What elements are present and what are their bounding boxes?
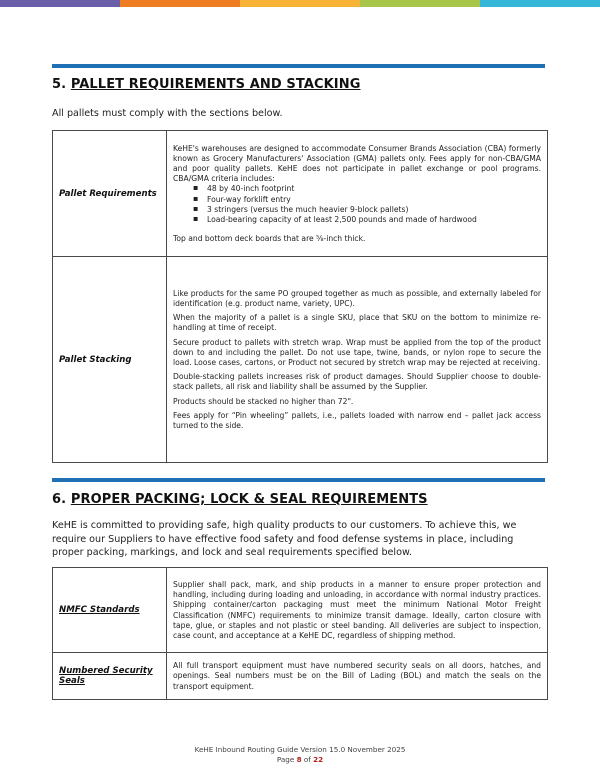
page-word: Page: [276, 754, 295, 764]
deck-boards-text: Top and bottom deck boards that are ⅝-inch thick.: [173, 234, 366, 244]
section-5-intro: All pallets must comply with the sections below.: [52, 108, 283, 119]
row-content-nmfc-standards: Supplier shall pack, mark, and ship products in a manner to ensure proper protection and handling, including during loading and unloading, in accordance with normal industry practices. Shipping container/carton packaging must meet the minimum National Motor Freight Classification (NMFC) requirements to minimize transit damage. Ideally, carton closure with tape, glue, or staples and not plastic or steel banding. All deliveries are subject to inspection, case count, and acceptance at a KeHE DC, regardless of shipping method.: [167, 568, 548, 653]
packing-requirements-table: [52, 567, 548, 700]
page-total: 22: [313, 754, 324, 764]
list-item: ▪ 3 stringers (versus the much heavier 9-block pallets): [193, 205, 541, 215]
stacking-para: When the majority of a pallet is a single SKU, place that SKU on the bottom to minimize re-handling at time of receipt.: [173, 313, 541, 333]
list-item: ▪ Load-bearing capacity of at least 2,500 pounds and made of hardwood: [193, 215, 541, 225]
pallet-criteria-list: [193, 184, 541, 225]
color-segment-purple: [0, 0, 120, 7]
list-item: ▪ Four-way forklift entry: [193, 195, 541, 205]
section-5-number: 5.: [52, 77, 67, 92]
row-label-nmfc-standards: NMFC Standards: [53, 568, 167, 653]
table-row: [53, 257, 548, 463]
table-row: [53, 131, 548, 257]
section-6-rule: [52, 478, 545, 482]
section-5-title: PALLET REQUIREMENTS AND STACKING: [70, 77, 361, 92]
page-number: [0, 755, 600, 765]
stacking-para: Products should be stacked no higher than 72".: [173, 396, 354, 406]
table-row: [53, 653, 548, 700]
section-5-heading: [52, 77, 361, 92]
stacking-para: Double-stacking pallets increases risk of product damages. Should Supplier choose to double-stack pallets, all risk and liability shall be assumed by the Supplier.: [173, 372, 541, 392]
footer-document-title: KeHE Inbound Routing Guide Version 15.0 November 2025: [194, 745, 406, 754]
section-6-title: PROPER PACKING; LOCK & SEAL REQUIREMENTS: [70, 492, 428, 507]
pallet-requirements-table: [52, 130, 548, 463]
top-color-bar: [0, 0, 600, 7]
color-segment-green: [360, 0, 480, 7]
section-6-intro: KeHE is committed to providing safe, high quality products to our customers. To achieve this, we require our Suppliers to have effective food safety and food defense systems in place, including proper packing, markings, and lock and seal requirements specified below.: [52, 520, 517, 559]
page-of: of: [303, 754, 311, 764]
color-segment-blue: [480, 0, 600, 7]
row-content-pallet-stacking: [167, 257, 548, 463]
stacking-para: Secure product to pallets with stretch wrap. Wrap must be applied from the top of the product down to and including the pallet. Do not use tape, twine, bands, or nylon rope to secure the load. Loose cases, cartons, or Product not secured by stretch wrap may be rejected at receiving.: [173, 337, 541, 367]
table-row: [53, 568, 548, 653]
row-content-numbered-security-seals: All full transport equipment must have numbered security seals on all doors, hatches, and openings. Seal numbers must be on the Bill of Lading (BOL) and match the seals on the transport equipment.: [167, 653, 548, 700]
row-content-pallet-requirements: [167, 131, 548, 257]
row-label-pallet-stacking: Pallet Stacking: [53, 257, 167, 463]
color-segment-yellow: [240, 0, 360, 7]
color-segment-orange: [120, 0, 240, 7]
section-5-rule: [52, 64, 545, 68]
stacking-para: Fees apply for “Pin wheeling” pallets, i.e., pallets loaded with narrow end – pallet jack access turned to the side.: [173, 410, 541, 431]
section-6-heading: [52, 492, 428, 507]
pallet-requirements-text: KeHE's warehouses are designed to accommodate Consumer Brands Association (CBA) formerly known as Grocery Manufacturers' Association (GMA) pallets only. Fees apply for non-CBA/GMA and poor quality pallets. KeHE does not participate in pallet exchange or pool programs. CBA/GMA criteria includes:: [173, 143, 541, 184]
row-label-numbered-security-seals: Numbered Security Seals: [53, 653, 167, 700]
section-6-number: 6.: [52, 492, 67, 507]
stacking-para: Like products for the same PO grouped together as much as possible, and externally labeled for identification (e.g. product name, variety, UPC).: [173, 288, 541, 308]
page-footer: [0, 745, 600, 764]
list-item: ▪ 48 by 40-inch footprint: [193, 184, 541, 194]
page-current: 8: [296, 754, 302, 764]
row-label-pallet-requirements: Pallet Requirements: [53, 131, 167, 257]
